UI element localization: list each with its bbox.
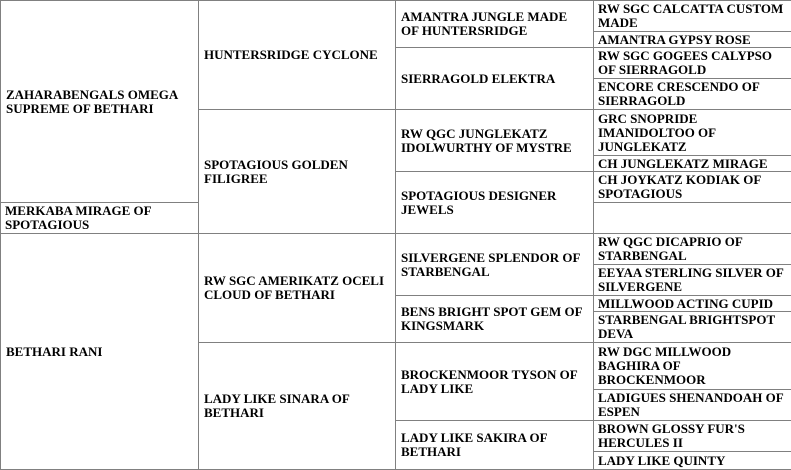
dam-cell: BETHARI RANI: [1, 234, 199, 470]
gen3-cell-4: SPOTAGIOUS DESIGNER JEWELS: [396, 172, 594, 234]
gen4-cell-1: RW SGC CALCATTA CUSTOM MADE: [594, 1, 791, 32]
gen4-cell-9: RW QGC DICAPRIO OF STARBENGAL: [594, 234, 791, 265]
gen3-cell-8: LADY LIKE SAKIRA OF BETHARI: [396, 421, 594, 470]
gen3-cell-1: AMANTRA JUNGLE MADE OF HUNTERSRIDGE: [396, 1, 594, 48]
dam-sire-cell: RW SGC AMERIKATZ OCELI CLOUD OF BETHARI: [199, 234, 396, 343]
gen4-cell-12: STARBENGAL BRIGHTSPOT DEVA: [594, 312, 791, 343]
gen4-cell-3: RW SGC GOGEES CALYPSO OF SIERRAGOLD: [594, 48, 791, 79]
sire-sire-cell: HUNTERSRIDGE CYCLONE: [199, 1, 396, 110]
gen4-cell-11: MILLWOOD ACTING CUPID: [594, 296, 791, 312]
gen4-cell-2: AMANTRA GYPSY ROSE: [594, 32, 791, 48]
gen4-cell-13: RW DGC MILLWOOD BAGHIRA OF BROCKENMOOR: [594, 343, 791, 390]
gen4-cell-7: CH JOYKATZ KODIAK OF SPOTAGIOUS: [594, 172, 791, 203]
gen4-cell-10: EEYAA STERLING SILVER OF SILVERGENE: [594, 265, 791, 296]
dam-dam-cell: LADY LIKE SINARA OF BETHARI: [199, 343, 396, 470]
gen4-cell-15: BROWN GLOSSY FUR'S HERCULES II: [594, 421, 791, 452]
sire-dam-cell: SPOTAGIOUS GOLDEN FILIGREE: [199, 110, 396, 234]
gen4-cell-14: LADIGUES SHENANDOAH OF ESPEN: [594, 390, 791, 421]
gen3-cell-6: BENS BRIGHT SPOT GEM OF KINGSMARK: [396, 296, 594, 343]
gen3-cell-7: BROCKENMOOR TYSON OF LADY LIKE: [396, 343, 594, 421]
gen4-cell-6: CH JUNGLEKATZ MIRAGE: [594, 156, 791, 172]
gen3-cell-2: SIERRAGOLD ELEKTRA: [396, 48, 594, 110]
gen4-cell-5: GRC SNOPRIDE IMANIDOLTOO OF JUNGLEKATZ: [594, 110, 791, 156]
sire-cell: ZAHARABENGALS OMEGA SUPREME OF BETHARI: [1, 1, 199, 203]
gen4-cell-16: LADY LIKE QUINTY: [594, 452, 791, 470]
gen4-cell-4: ENCORE CRESCENDO OF SIERRAGOLD: [594, 79, 791, 110]
gen4-cell-8: MERKABA MIRAGE OF SPOTAGIOUS: [1, 203, 199, 234]
gen3-cell-5: SILVERGENE SPLENDOR OF STARBENGAL: [396, 234, 594, 296]
gen3-cell-3: RW QGC JUNGLEKATZ IDOLWURTHY OF MYSTRE: [396, 110, 594, 172]
